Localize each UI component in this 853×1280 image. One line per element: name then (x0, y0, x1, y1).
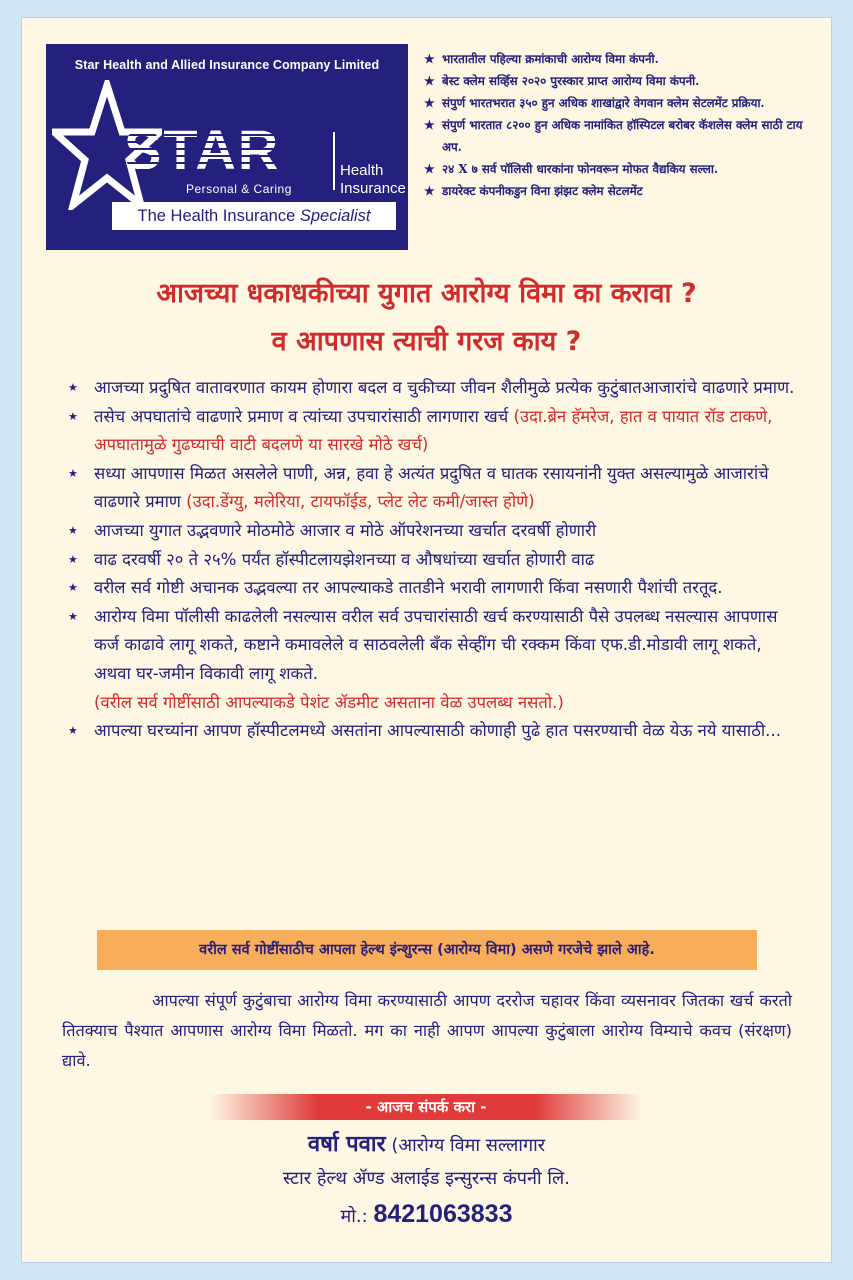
main-heading (22, 270, 831, 366)
reason-item (62, 460, 800, 517)
health-word: Health (340, 162, 384, 179)
star-bullet-icon: ★ (424, 118, 435, 132)
health-insurance-label (340, 162, 406, 198)
star-wordmark: STAR (124, 118, 281, 181)
feature-text: बेस्ट क्लेम सर्व्हिस २०२० पुरस्कार प्राप्त आरोग्य विमा कंपनी. (442, 74, 700, 88)
star-bullet-icon: ★ (424, 52, 435, 66)
advisor-name-line (22, 1128, 831, 1163)
advisor-company: स्टार हेल्थ ॲण्ड अलाईड इन्सुरन्स कंपनी लि. (283, 1168, 570, 1189)
reason-item (62, 574, 800, 603)
advisor-name: वर्षा पवार (307, 1132, 386, 1157)
feature-item (424, 114, 824, 158)
insurance-word: Insurance (340, 180, 406, 197)
star-bullet-icon: ★ (424, 184, 435, 198)
reason-item (62, 603, 800, 717)
contact-now-bar: - आजच संपर्क करा - (210, 1094, 642, 1120)
company-name: Star Health and Allied Insurance Company Limited (74, 58, 380, 72)
reason-text: आजच्या युगात उद्भवणारे मोठमोठे आजार व मोठे ऑपरेशनच्या खर्चात दरवर्षी होणारी (94, 520, 597, 540)
reason-example: (उदा.डेंग्यु, मलेरिया, टायफॉईड, प्लेट लेट कमी/जास्त होणे) (186, 492, 535, 512)
star-bullet-icon: ★ (68, 609, 78, 623)
reason-item (62, 517, 800, 546)
feature-list (424, 48, 824, 202)
reason-item (62, 717, 800, 746)
reason-text: वरील सर्व गोष्टी अचानक उद्भवल्या तर आपल्याकडे तातडीने भरावी लागणारी किंवा नसणारी पैशांची तरतूद. (94, 578, 723, 598)
feature-item (424, 48, 824, 70)
feature-text: डायरेक्ट कंपनीकडुन विना झंझट क्लेम सेटलमेंट (442, 184, 643, 198)
star-bullet-icon: ★ (424, 162, 435, 176)
feature-text: २४ X ७ सर्व पॉलिसी धारकांना फोनवरून मोफत वैद्यकिय सल्ला. (442, 162, 719, 176)
star-bullet-icon: ★ (68, 409, 78, 423)
star-bullet-icon: ★ (68, 581, 78, 595)
star-bullet-icon: ★ (68, 381, 78, 394)
mobile-line (22, 1196, 831, 1235)
heading-line-1: आजच्या धकाधकीच्या युगात आरोग्य विमा का करावा ? (156, 278, 697, 309)
star-bullet-icon: ★ (68, 523, 78, 537)
heading-line-2: व आपणास त्याची गरज काय ? (271, 326, 582, 357)
feature-item (424, 180, 824, 202)
tagline-italic: Specialist (299, 207, 371, 225)
reason-text: वाढ दरवर्षी २० ते २५% पर्यंत हॉस्पीटलायझेशनच्या व औषधांच्या खर्चात होणारी वाढ (94, 549, 595, 569)
reason-text: आजच्या प्रदुषित वातावरणात कायम होणारा बदल व चुकीच्या जीवन शैलीमुळे प्रत्येक कुटुंबातआजारांचे वाढणारे प्रमाण. (94, 378, 795, 397)
reason-text: तसेच अपघातांचे वाढणारे प्रमाण व त्यांच्या उपचारांसाठी लागणारा खर्च (94, 406, 514, 426)
reason-text: आपल्या घरच्यांना आपण हॉस्पीटलमध्ये असतांना आपल्यासाठी कोणाही पुढे हात पसरण्याची वेळ येऊ नये यासाठी... (94, 721, 781, 741)
reason-example: (उदा.ब्रेन हॅमरेज, हात व पायात रॉड टाकणे, अपघातामुळे गुढघ्याची वाटी बदलणे या सारखे मोठे खर्च) (94, 406, 773, 455)
tagline (112, 202, 396, 230)
logo-divider (333, 132, 335, 190)
personal-caring: Personal & Caring (186, 182, 292, 196)
reason-item (62, 374, 800, 403)
feature-text: संपुर्ण भारतात ८२०० हुन अधिक नामांकित हॉस्पिटल बरोबर कॅशलेस क्लेम साठी टाय अप. (442, 118, 803, 154)
mobile-label: मो.: (340, 1206, 374, 1227)
tagline-main: The Health Insurance (137, 207, 300, 225)
feature-item (424, 70, 824, 92)
advisor-role: (आरोग्य विमा सल्लागार (385, 1135, 546, 1156)
reason-text: सध्या आपणास मिळत असलेले पाणी, अन्न, हवा हे अत्यंत प्रदुषित व घातक रसायनांनी युक्त असल्यामुळे आजारांचे वाढणारे प्रमाण (94, 463, 769, 512)
star-bullet-icon: ★ (68, 724, 78, 738)
star-bullet-icon: ★ (424, 74, 435, 88)
star-bullet-icon: ★ (68, 552, 78, 566)
highlight-banner: वरील सर्व गोष्टींसाठीच आपला हेल्थ इंन्शुरन्स (आरोग्य विमा) असणे गरजेचे झाले आहे. (97, 930, 757, 970)
feature-item (424, 158, 824, 180)
reason-item (62, 403, 800, 460)
reasons-list (62, 374, 800, 746)
mobile-number: 8421063833 (373, 1200, 513, 1228)
star-bullet-icon: ★ (424, 96, 435, 110)
reason-note: (वरील सर्व गोष्टींसाठी आपल्याकडे पेशंट ॲडमीट असताना वेळ उपलब्ध नसतो.) (94, 692, 564, 712)
star-health-logo (46, 44, 408, 250)
feature-item (424, 92, 824, 114)
star-bullet-icon: ★ (68, 466, 78, 480)
reason-text: आरोग्य विमा पॉलीसी काढलेली नसल्यास वरील सर्व उपचारांसाठी खर्च करण्यासाठी पैसे उपलब्ध नसल्यास आपणास कर्ज काढावे लागू शकते, कष्टाने कमावलेले व साठवलेली बँक सेव्हींग ची रक्कम किंवा एफ.डी.मोडावी लागू शकते, अथवा घर-जमीन विकावी लागू शकते. (94, 606, 778, 683)
closing-paragraph: आपल्या संपूर्ण कुटुंबाचा आरोग्य विमा करण्यासाठी आपण दररोज चहावर किंवा व्यसनावर जितका खर्च करतो तितक्याच पैश्यात आपणास आरोग्य विमा मिळतो. मग का नाही आपण आपल्या कुटुंबाला आरोग्य विम्याचे कवच (संरक्षण) द्यावे. (62, 991, 792, 1070)
reason-item (62, 546, 800, 575)
feature-text: भारतातील पहिल्या क्रमांकाची आरोग्य विमा कंपनी. (442, 52, 659, 66)
feature-text: संपुर्ण भारतभरात ३५० हुन अधिक शाखांद्वारे वेगवान क्लेम सेटलमेंट प्रक्रिया. (442, 96, 765, 110)
